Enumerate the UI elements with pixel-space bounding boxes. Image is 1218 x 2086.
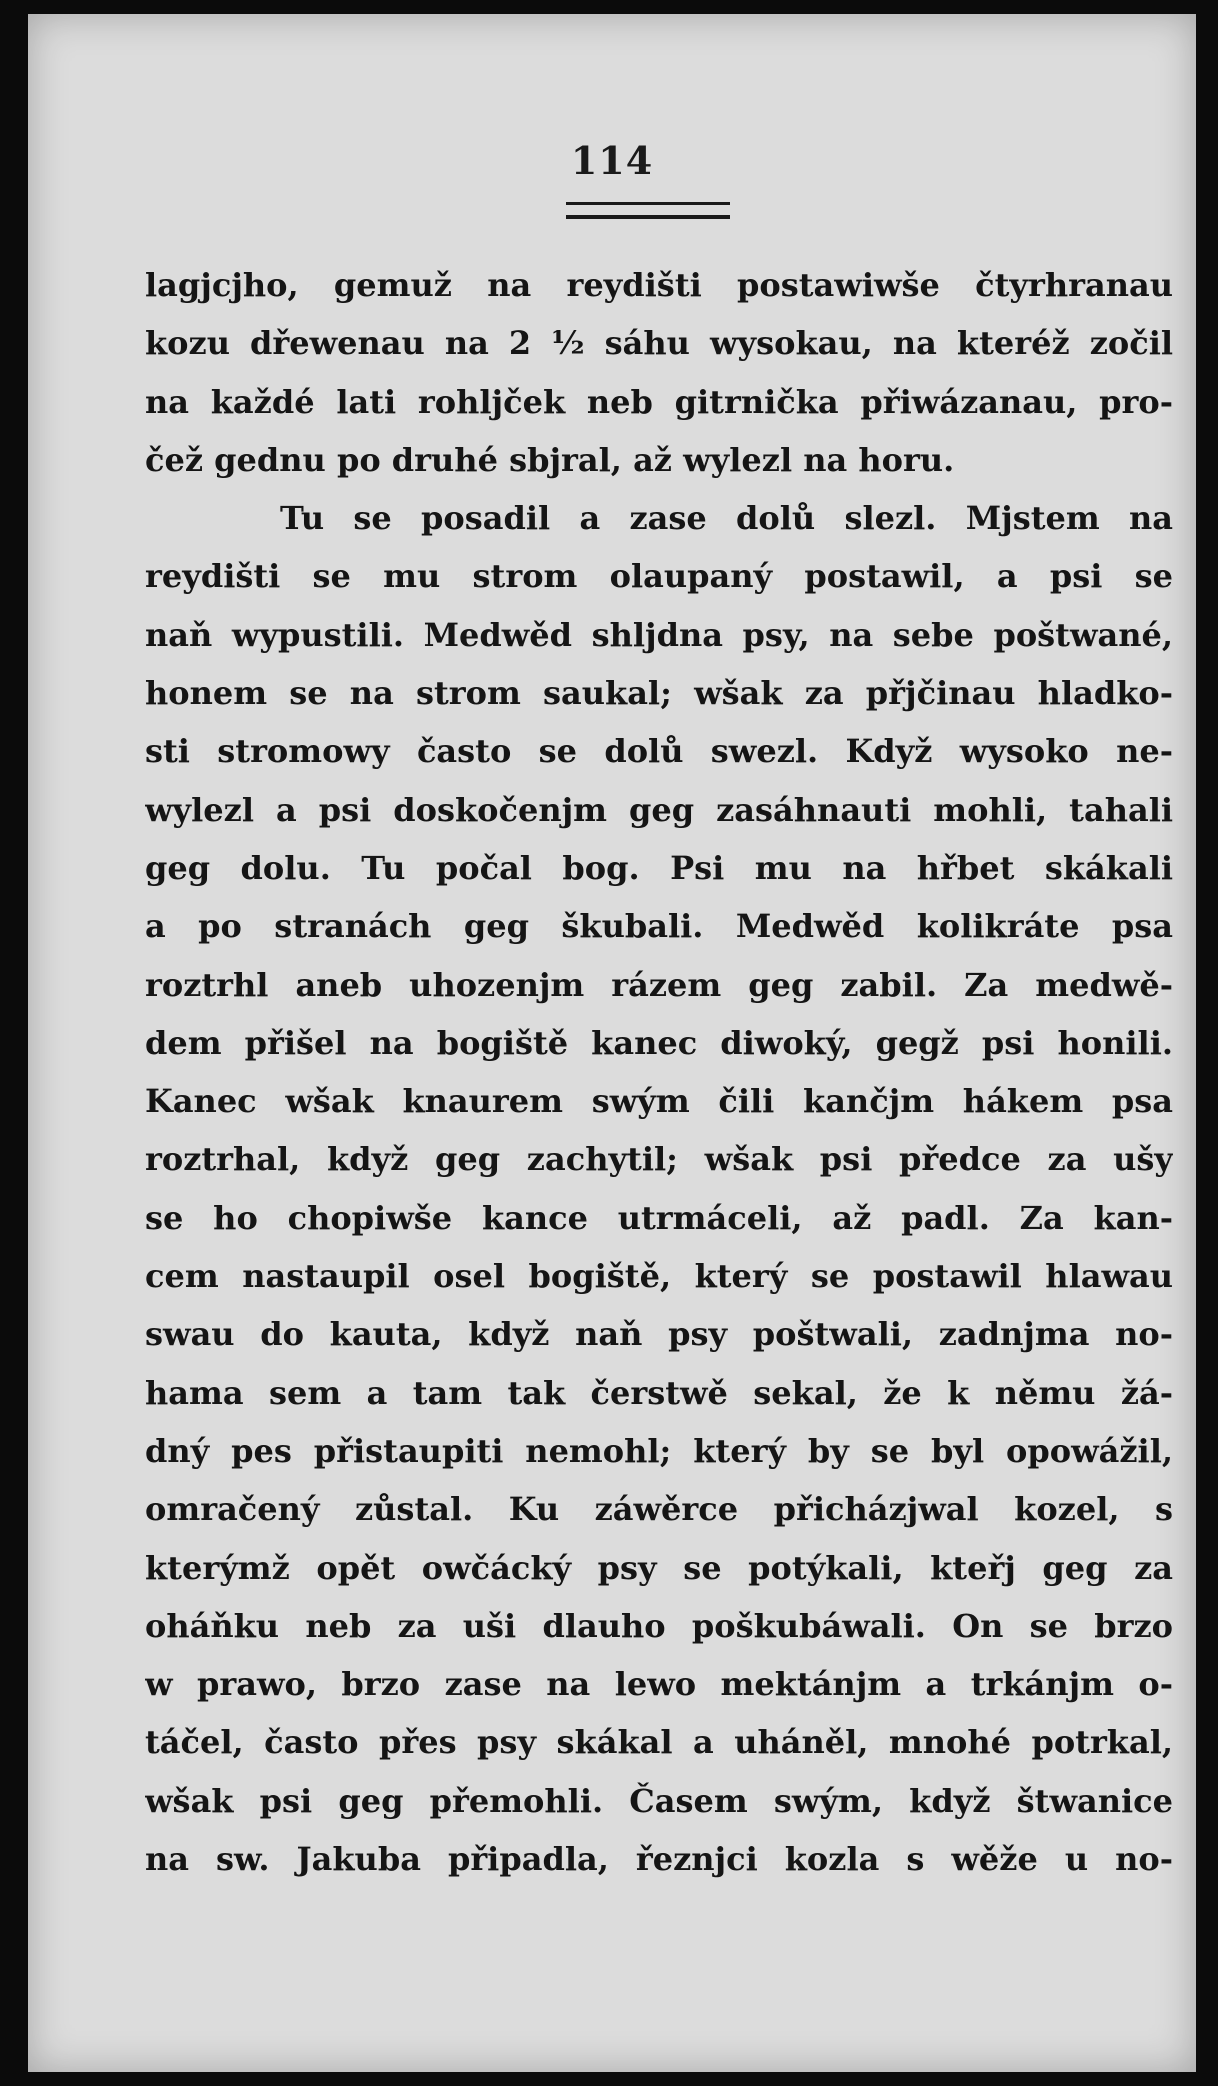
text-line: roztrhl aneb uhozenjm rázem geg zabil. Za medwě- bbox=[145, 965, 1173, 1004]
body-text bbox=[145, 256, 1173, 1888]
text-line: honem se na strom saukal; wšak za přjčinau hladko- bbox=[145, 674, 1173, 713]
text-line: wylezl a psi doskočenjm geg zasáhnauti mohli, tahali bbox=[145, 790, 1173, 829]
text-line: a po stranách geg škubali. Medwěd kolikráte psa bbox=[145, 907, 1173, 946]
text-line: lagjcjho, gemuž na reydišti postawiwše čtyrhranau bbox=[145, 266, 1173, 304]
text-line: cem nastaupil osel bogiště, který se postawil hlawau bbox=[145, 1257, 1173, 1296]
text-line: w prawo, brzo zase na lewo mektánjm a trkánjm o- bbox=[145, 1665, 1173, 1704]
text-line: se ho chopiwše kance utrmáceli, až padl. Za kan- bbox=[145, 1198, 1173, 1237]
text-line: táčel, často přes psy skákal a uháněl, mnohé potrkal, bbox=[145, 1723, 1173, 1762]
text-line: naň wypustili. Medwěd shljdna psy, na sebe poštwané, bbox=[145, 615, 1173, 654]
text-line: na každé lati rohljček neb gitrnička přiwázanau, pro- bbox=[145, 382, 1173, 421]
header-rule bbox=[566, 202, 730, 219]
text-line: kterýmž opět owčácký psy se potýkali, kteřj geg za bbox=[145, 1548, 1173, 1587]
text-line: dem přišel na bogiště kanec diwoký, gegž psi honili. bbox=[145, 1023, 1173, 1062]
text-line: na sw. Jakuba připadla, řeznjci kozla s wěže u no- bbox=[145, 1840, 1173, 1879]
book-page bbox=[28, 14, 1196, 2072]
text-line: oháňku neb za uši dlauho poškubáwali. On se brzo bbox=[145, 1606, 1173, 1645]
page-number: 114 bbox=[570, 138, 654, 183]
text-line: swau do kauta, když naň psy poštwali, zadnjma no- bbox=[145, 1315, 1173, 1354]
text-line: roztrhal, když geg zachytil; wšak psi předce za ušy bbox=[145, 1140, 1173, 1179]
text-line: sti stromowy často se dolů swezl. Když wysoko ne- bbox=[145, 732, 1173, 771]
text-line: omračený zůstal. Ku záwěrce přicházjwal kozel, s bbox=[145, 1490, 1173, 1529]
text-line: kozu dřewenau na 2 ½ sáhu wysokau, na kteréž zočil bbox=[145, 324, 1173, 363]
text-line: čež gednu po druhé sbjral, až wylezl na horu. bbox=[145, 440, 955, 479]
text-line: Kanec wšak knaurem swým čili kančjm hákem psa bbox=[145, 1082, 1173, 1121]
text-line: dný pes přistaupiti nemohl; který by se byl opowážil, bbox=[145, 1431, 1173, 1470]
text-line: reydišti se mu strom olaupaný postawil, a psi se bbox=[145, 557, 1173, 596]
text-line: geg dolu. Tu počal bog. Psi mu na hřbet skákali bbox=[145, 848, 1173, 887]
text-line: wšak psi geg přemohli. Časem swým, když štwanice bbox=[145, 1781, 1173, 1820]
text-line: Tu se posadil a zase dolů slezl. Mjstem na bbox=[280, 499, 1173, 538]
text-line: hama sem a tam tak čerstwě sekal, že k němu žá- bbox=[145, 1373, 1173, 1412]
